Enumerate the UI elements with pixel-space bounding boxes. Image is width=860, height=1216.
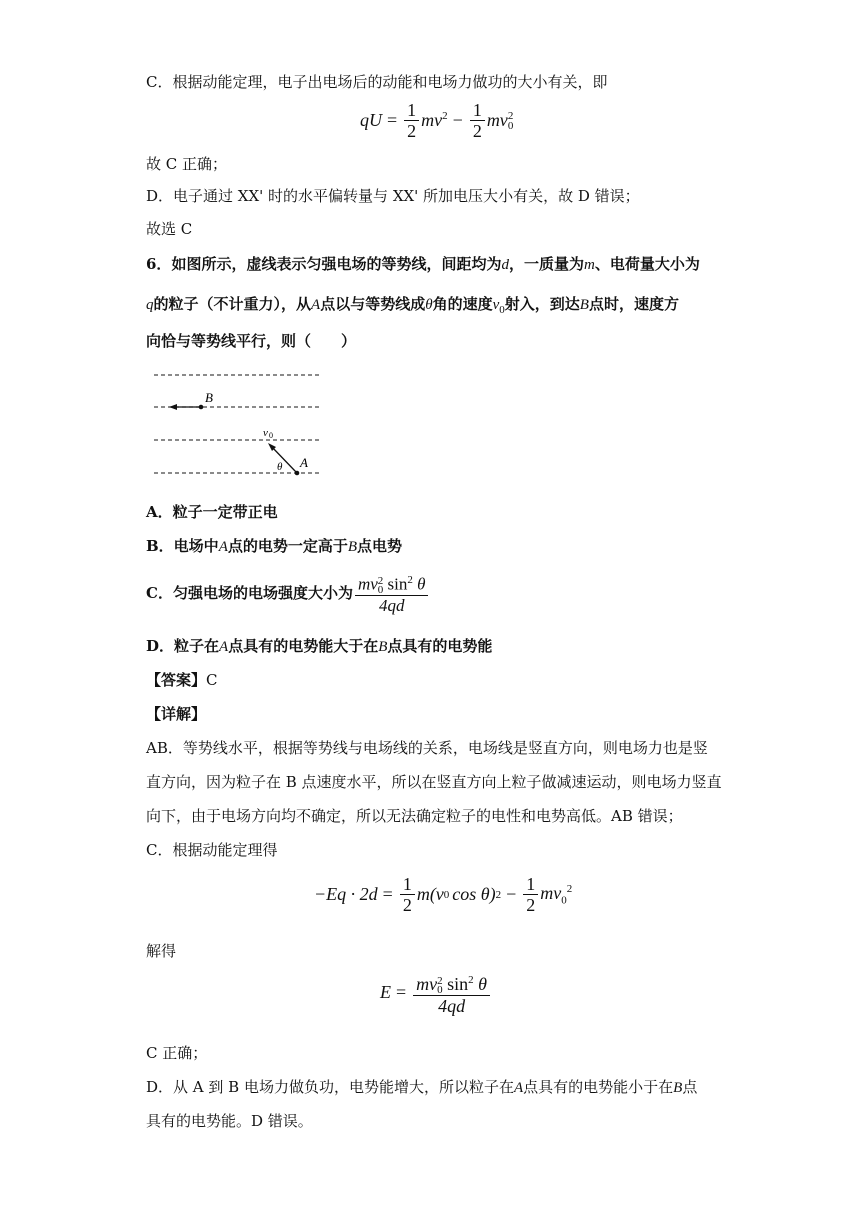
explanation-c: C．根据动能定理得: [146, 841, 278, 859]
option-c: C．匀强电场的电场强度大小为 mv 2 0 $\sin^2 \theta$ 4qd: [146, 570, 430, 616]
prev-conclusion: 故选 C: [146, 220, 193, 238]
arrow-head-icon: [169, 404, 177, 410]
formula-kinetic-energy: qU = $\frac{1}{2}$ $mv^2$ − $\frac{1}{2}$ mv 2 0: [360, 100, 514, 141]
explanation-d-2: 具有的电势能。D 错误。: [146, 1112, 313, 1130]
label-a: A: [300, 455, 308, 470]
formula-e-field: E = mv 2 0 $\sin^2 \theta$ 4qd: [380, 970, 492, 1016]
detail-label: 【详解】: [146, 705, 207, 723]
explanation-d-1: D．从 A 到 B 电场力做负功，电势能增大，所以粒子在A点具有的电势能小于在B点: [146, 1078, 698, 1096]
solve-label: 解得: [146, 942, 177, 960]
q6-line-2: q的粒子（不计重力），从A点以与等势线成θ角的速度$v_0$射入，到达B点时，速度方: [146, 295, 679, 316]
svg-text:0: 0: [269, 431, 273, 440]
option-d: D．粒子在A点具有的电势能大于在B点具有的电势能: [146, 637, 493, 655]
prev-option-d-line: D．电子通过 XX' 时的水平偏转量与 XX' 所加电压大小有关，故 D 错误；: [146, 187, 640, 205]
point-b: [199, 405, 204, 410]
option-b: B．电场中A点的电势一定高于B点电势: [146, 537, 403, 555]
label-theta: θ: [277, 461, 283, 473]
explanation-ab-2: 直方向，因为粒子在 B 点速度水平，所以在竖直方向上粒子做减速运动，则电场力竖直: [146, 773, 722, 791]
option-a: A．粒子一定带正电: [146, 503, 278, 521]
label-v0: v: [263, 427, 268, 439]
answer-line: 【答案】C: [146, 671, 218, 689]
label-b: B: [205, 390, 213, 405]
q6-line-3: 向恰与等势线平行，则（ ）: [146, 332, 357, 350]
velocity-a-arrow: [271, 446, 296, 472]
c-result: C 正确；: [146, 1044, 208, 1062]
equipotential-diagram: [150, 366, 330, 482]
explanation-ab-3: 向下，由于电场方向均不确定，所以无法确定粒子的电性和电势高低。AB 错误；: [146, 807, 683, 825]
formula-energy-theorem: −Eq · 2d = $\frac{1}{2}$ m (v 0 cos θ) 2 − $\frac{1}{2}$ $mv_0^2$: [314, 874, 573, 915]
prev-option-c-line: C．根据动能定理，电子出电场后的动能和电场力做功的大小有关，即: [146, 73, 608, 91]
prev-option-c-result: 故 C 正确；: [146, 155, 228, 173]
point-a: [295, 471, 300, 476]
explanation-ab-1: AB．等势线水平，根据等势线与电场线的关系，电场线是竖直方向，则电场力也是竖: [146, 739, 708, 757]
q6-line-1: 6．如图所示，虚线表示匀强电场的等势线，间距均为d，一质量为m、电荷量大小为: [146, 255, 700, 273]
